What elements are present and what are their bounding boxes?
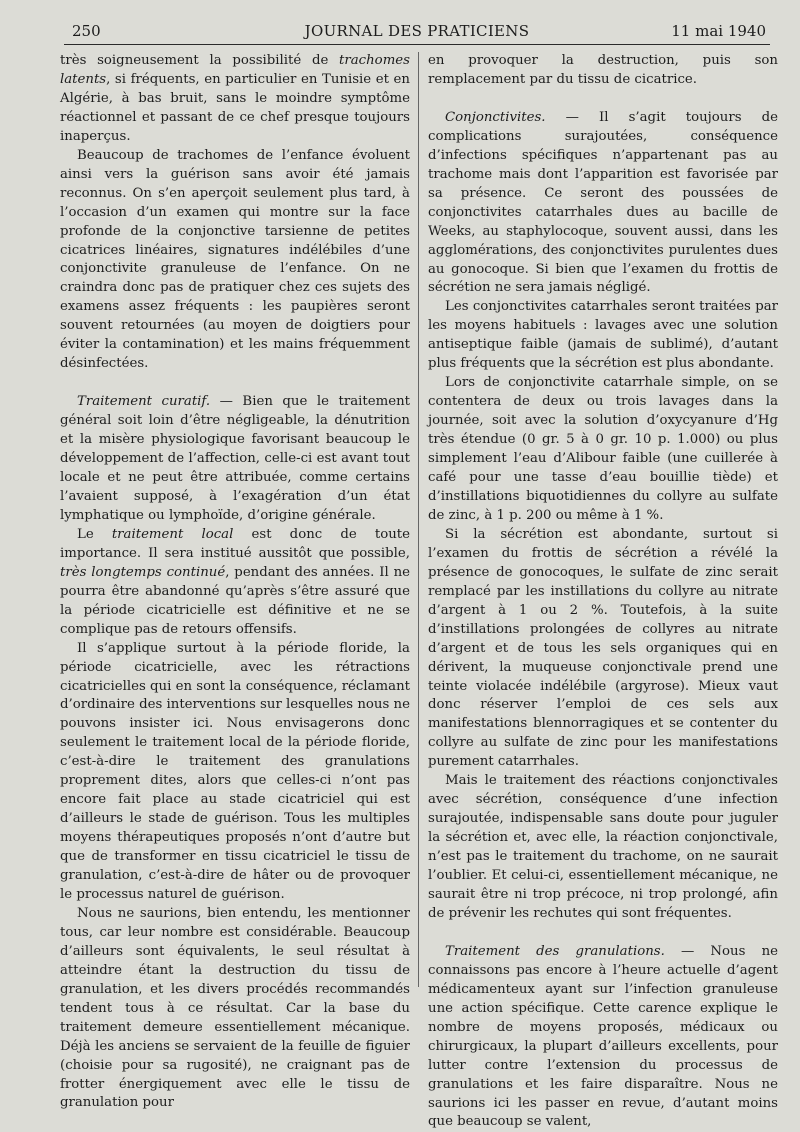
section-heading: Traitement curatif. <box>77 394 211 410</box>
text-run: est donc de toute importance. Il sera institué aussitôt que possible, <box>60 526 410 561</box>
paragraph: Il s’applique surtout à la période floride, la période cicatricielle, avec les rétractions cicatricielles qui en sont la conséquence, réclamant d’ordinaire des interventions sur lesquelles nous ne pouvons insister ici. Nous envisagerons donc seulement le traitement local de la période floride, c’est-à-dire le traitement des granulations proprement dites, alors que celles-ci n’ont pas encore fait place au stade cicatriciel qui est d’ailleurs le stade de guérison. Tous les multiples moyens thérapeutiques proposés n’ont d’autre but que de transformer en tissu cicatriciel le tissu de granulation, c’est-à-dire de hâter ou de provoquer le processus naturel de guérison. <box>60 640 410 902</box>
paragraph: Mais le traitement des réactions conjonctivales avec sécrétion, conséquence d’une infection surajoutée, indispensable sans doute pour juguler la sécrétion et, avec elle, la réaction conjonctivale, n’est pas le traitement du trachome, on ne saurait l’oublier. Et celui-ci, essentiellement mécanique, ne saurait être ni trop précoce, ni trop prolongé, afin de prévenir les rechutes qui sont fréquentes. <box>428 773 778 921</box>
paragraph: Nous ne saurions, bien entendu, les mentionner tous, car leur nombre est considérable. Beaucoup d’ailleurs sont équivalents, le seul résultat à atteindre étant la destruction du tissu de granulation, et les divers procédés recommandés tendent tous à ce résultat. Car la base du traitement demeure essentiellement mécanique. Déjà les anciens se servaient de la feuille de figuier (choisie pour sa rugosité), ne craignant pas de frotter énergiquement avec elle le tissu de granulation pour <box>60 905 410 1111</box>
issue-date: 11 mai 1940 <box>671 22 766 40</box>
paragraph: Si la sécrétion est abondante, surtout si l’examen du frottis de sécrétion a révélé la présence de gonocoques, le sulfate de zinc serait remplacé par les instillations du collyre au nitrate d’argent à 1 ou 2 %. Toutefois, à la suite d’instillations prolongées de collyres au nitrate d’argent et de tous les sels organiques qui en dérivent, la muqueuse conjonctivale prend une teinte violacée indélébile (argyrose). Mieux vaut donc réserver l’emploi de ces sels aux manifestations blennorragiques et se contenter du collyre au sulfate de zinc pour les manifestations purement catarrhales. <box>428 526 778 770</box>
section-heading: Traitement des granulations. <box>445 943 665 959</box>
right-column <box>428 52 778 1132</box>
paragraph: en provoquer la destruction, puis son remplacement par du tissu de cicatrice. <box>428 53 778 87</box>
paragraph <box>60 52 410 147</box>
left-column <box>60 52 410 1113</box>
paragraph: Lors de conjonctivite catarrhale simple, on se contentera de deux ou trois lavages dans la journée, soit avec la solution d’oxycyanure d’Hg très étendue (0 gr. 5 à 0 gr. 10 p. 1.000) ou plus simplement l’eau d’Alibour faible (une cuillerée à café pour une tasse d’eau bouillie tiède) et d’instillations biquotidiennes du collyre au sulfate de zinc, à 1 p. 200 ou même à 1 %. <box>428 375 778 523</box>
italic-term: traitement local <box>111 526 234 542</box>
text-run: , pendant des années. Il ne pourra être abandonné qu’après s’être assuré que la période cicatricielle est définitive et ne se complique pas de retours offensifs. <box>60 564 411 637</box>
running-header <box>64 20 770 45</box>
italic-term: trachomes latents <box>60 53 410 87</box>
section-paragraph-conjonctivites <box>428 109 778 299</box>
text-run: — Bien que le traitement général soit loin d’être négligeable, la dénutrition et la misère physiologique favorisant beaucoup le développement de l’affection, celle-ci est avant tout locale et ne peut être attribuée, comme certains l’avaient supposé, à l’exagération d’un état lymphatique ou lymphoïde, d’origine générale. <box>60 394 410 523</box>
section-heading: Conjonctivites. <box>445 109 546 125</box>
text-run: Le <box>77 526 112 542</box>
italic-term: très longtemps continué <box>60 564 226 580</box>
journal-title: JOURNAL DES PRATICIENS <box>304 22 530 40</box>
text-run: , si fréquents, en particulier en Tunisie et en Algérie, à bas bruit, sans le moindre symptôme réactionnel et passant de ce chef presque toujours inaperçus. <box>60 71 410 144</box>
page-number: 250 <box>72 22 101 40</box>
section-paragraph-traitement-granulations <box>428 943 778 1132</box>
section-paragraph-traitement-curatif <box>60 393 410 526</box>
paragraph: Les conjonctivites catarrhales seront traitées par les moyens habituels : lavages avec une solution antiseptique faible (jamais de sublimé), d’autant plus fréquents que la sécrétion est plus abondante. <box>428 299 778 372</box>
text-run: — Nous ne connaissons pas encore à l’heure actuelle d’agent médicamenteux ayant sur l’infection granuleuse une action spécifique. Cette carence explique le nombre de moyens proposés, médicaux ou chirurgicaux, la plupart d’ailleurs excellents, pour lutter contre l’extension du processus de granulations et les faire disparaître. Nous ne saurions ici les passer en revue, d’autant moins que beaucoup se valent, <box>428 943 778 1130</box>
paragraph <box>60 526 410 640</box>
column-divider <box>418 52 419 987</box>
text-run: très soigneusement la possibilité de <box>60 53 340 68</box>
text-run: — Il s’agit toujours de complications surajoutées, conséquence d’infections spécifiques n’appartenant pas au trachome mais dont l’apparition est favorisée par sa présence. Ce seront des poussées de conjonctivites catarrhales dues au bacille de Weeks, au staphylocoque, souvent aussi, dans les agglomérations, des conjonctivites purulentes dues au gonocoque. Si bien que l’examen du frottis de sécrétion ne sera jamais négligé. <box>428 109 778 296</box>
paragraph: Beaucoup de trachomes de l’enfance évoluent ainsi vers la guérison sans avoir été jamais reconnus. On s’en aperçoit seulement plus tard, à l’occasion d’un examen qui montre sur la face profonde de la conjonctive tarsienne de petites cicatrices linéaires, signatures indélébiles d’une conjonctivite granuleuse de l’enfance. On ne craindra donc pas de pratiquer chez ces sujets des examens assez fréquents : les paupières seront souvent retournées (au moyen de doigtiers pour éviter la contamination) et les mains fréquemment désinfectées. <box>60 147 410 372</box>
